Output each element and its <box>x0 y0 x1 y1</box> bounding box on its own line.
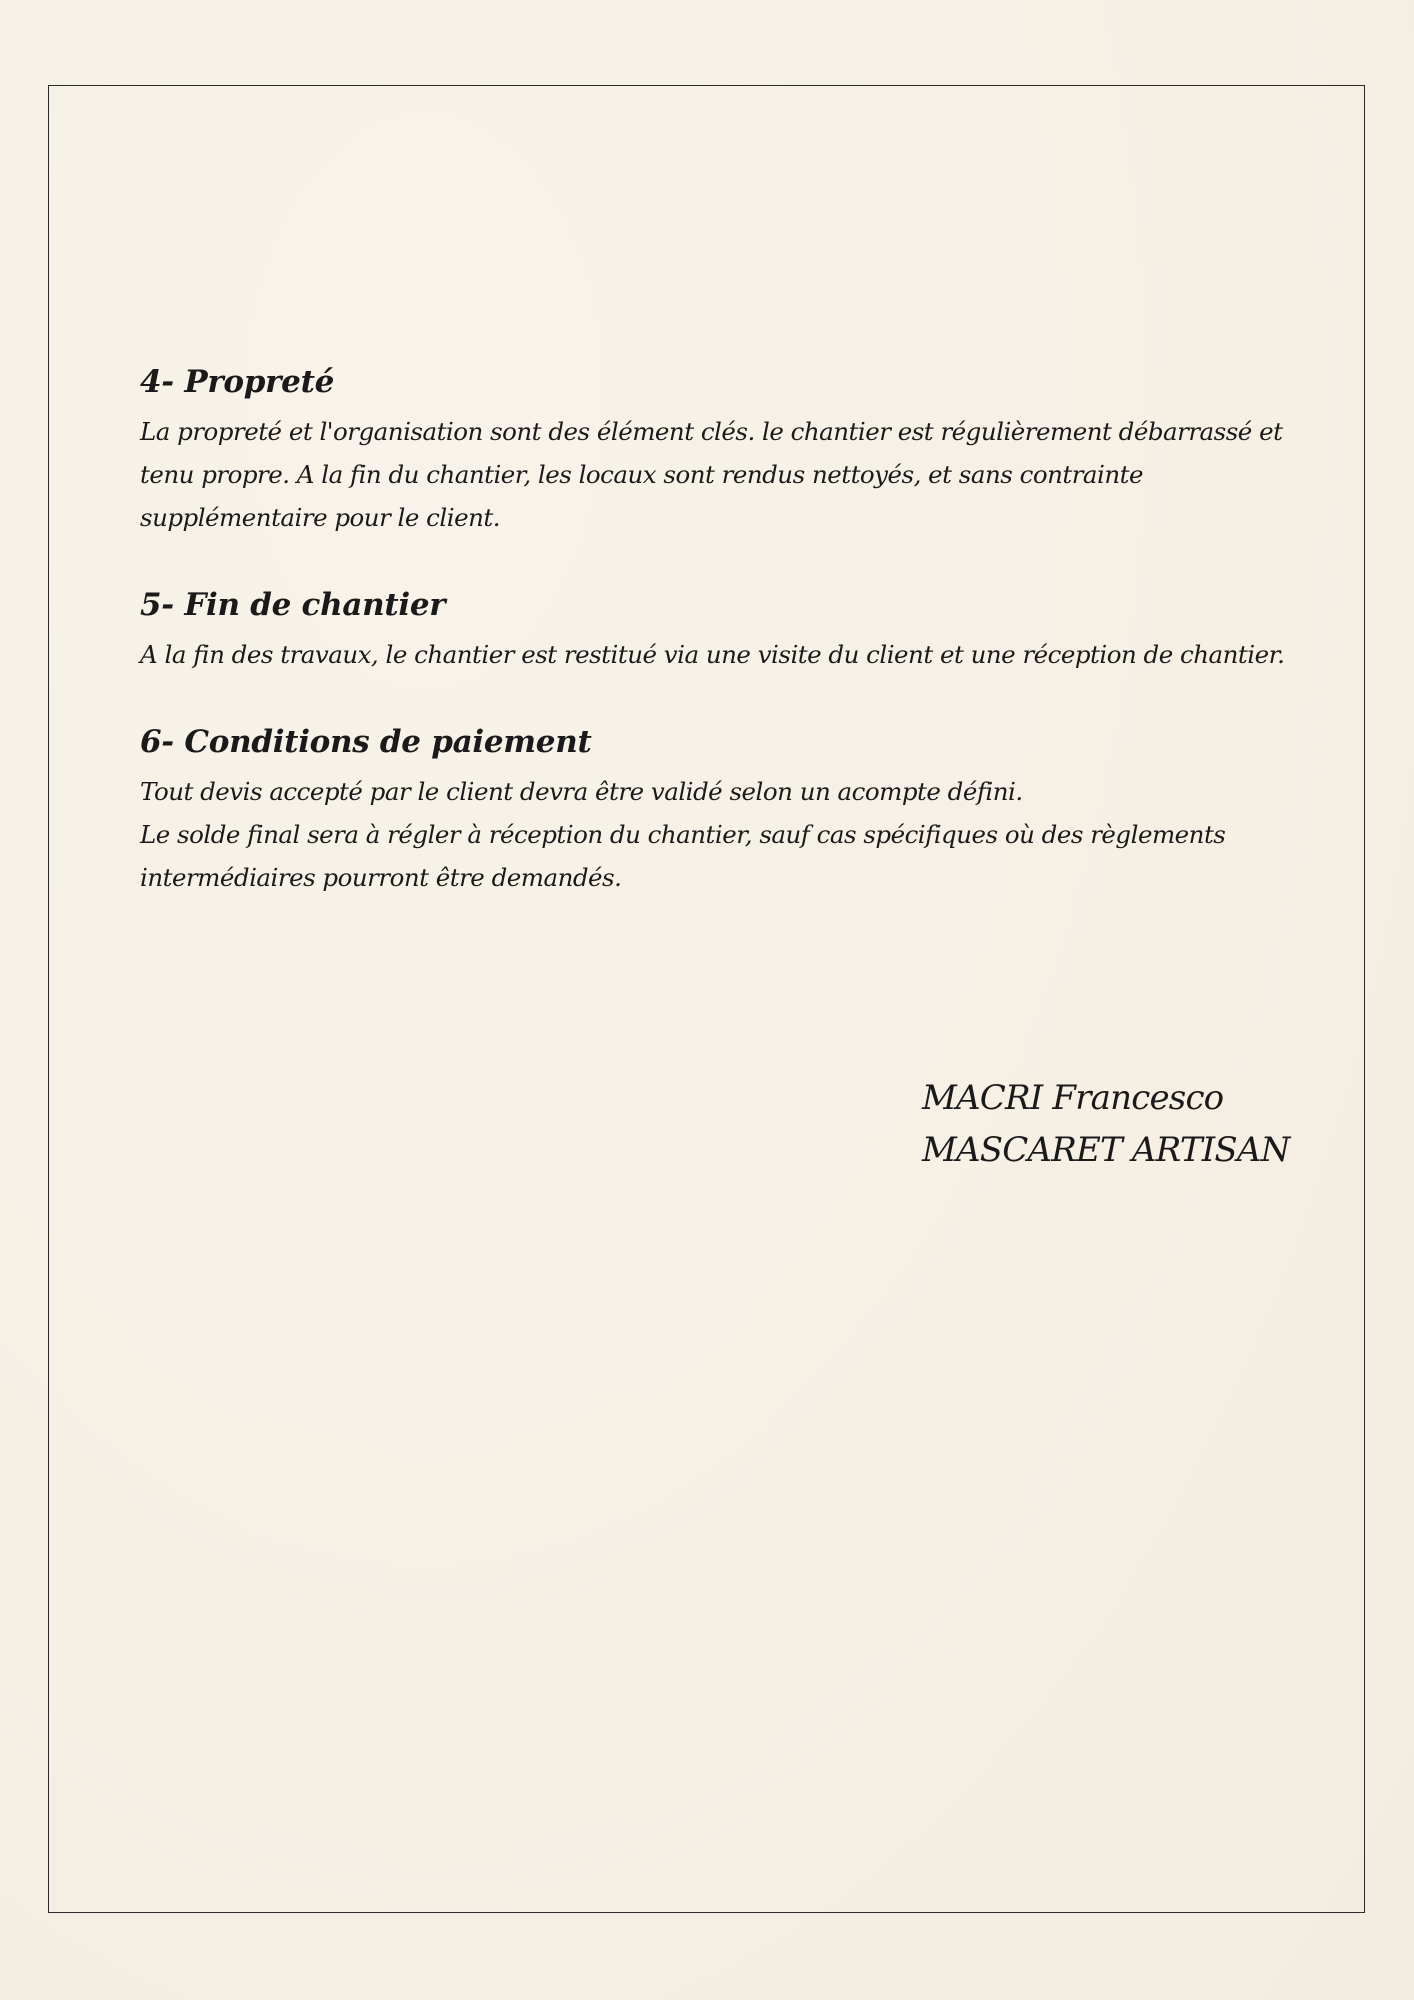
section-fin-de-chantier <box>140 583 1300 676</box>
section-text-line: A la fin des travaux, le chantier est restitué via une visite du client et une réception de chantier. <box>140 640 1285 669</box>
section-text-line: Le solde final sera à régler à réception du chantier, sauf cas spécifiques où des règlements <box>140 820 1226 849</box>
section-proprete <box>140 360 1300 539</box>
signature-name: MACRI Francesco <box>922 1078 1224 1118</box>
section-text-line: La propreté et l'organisation sont des élément clés. le chantier est régulièrement débarrassé et <box>140 417 1283 446</box>
signature-block <box>922 1072 1290 1176</box>
section-conditions-paiement <box>140 720 1300 899</box>
section-text-line: supplémentaire pour le client. <box>140 503 500 532</box>
document-body <box>140 360 1300 943</box>
section-heading: 5- Fin de chantier <box>140 587 446 623</box>
signature-company: MASCARET ARTISAN <box>922 1130 1290 1170</box>
section-text-line: tenu propre. A la fin du chantier, les locaux sont rendus nettoyés, et sans contrainte <box>140 460 1143 489</box>
section-text-line: intermédiaires pourront être demandés. <box>140 863 622 892</box>
section-heading: 4- Propreté <box>140 364 335 400</box>
section-heading: 6- Conditions de paiement <box>140 724 592 760</box>
section-text-line: Tout devis accepté par le client devra être validé selon un acompte défini. <box>140 777 1023 806</box>
